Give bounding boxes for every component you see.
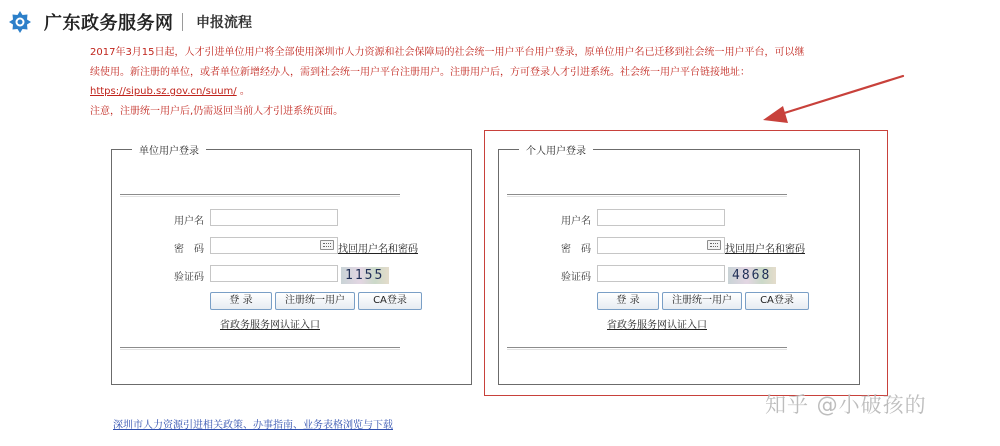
unit-username-label: 用户名 [174, 216, 204, 227]
guangdong-gov-logo-icon[interactable] [8, 10, 32, 34]
policy-download-link[interactable]: 深圳市人力资源引进相关政策、办事指南、业务表格浏览与下载 [113, 420, 393, 431]
suum-platform-link[interactable]: https://sipub.sz.gov.cn/suum/ [90, 86, 237, 97]
unit-captcha-label: 验证码 [174, 272, 204, 283]
unit-ca-login-button[interactable]: CA登录 [358, 292, 422, 310]
personal-username-label: 用户名 [561, 216, 591, 227]
notice-line: 注意，注册统一用户后,仍需返回当前人才引进系统页面。 [90, 105, 344, 117]
personal-ca-login-button[interactable]: CA登录 [745, 292, 809, 310]
personal-panel-bottom-rule [507, 347, 787, 350]
personal-captcha-input[interactable] [597, 265, 725, 282]
unit-portal-auth-link[interactable]: 省政务服务网认证入口 [220, 320, 320, 331]
personal-captcha-label: 验证码 [561, 272, 591, 283]
personal-login-title: 个人用户登录 [519, 142, 593, 157]
personal-username-input[interactable] [597, 209, 725, 226]
watermark: 知乎 @小破孩的 [765, 393, 927, 417]
personal-panel-top-rule [507, 194, 787, 197]
unit-panel-bottom-rule [120, 347, 400, 350]
personal-password-input[interactable] [597, 237, 725, 254]
unit-captcha-image[interactable]: 1155 [341, 267, 389, 284]
personal-forgot-credentials-link[interactable]: 找回用户名和密码 [725, 244, 805, 255]
top-bar [0, 0, 1000, 42]
page-title: 申报流程 [196, 15, 252, 31]
unit-password-input[interactable] [210, 237, 338, 254]
unit-password-label: 密 码 [174, 244, 204, 255]
personal-login-button[interactable]: 登 录 [597, 292, 659, 310]
personal-password-label: 密 码 [561, 244, 591, 255]
personal-captcha-image[interactable]: 4868 [728, 267, 776, 284]
header-divider [182, 13, 183, 31]
notice-line: 续使用。新注册的单位，或者单位新增经办人，需到社会统一用户平台注册用户。注册用户后，方可登录人才引进系统。社会统一用户平台链接地址： [90, 66, 750, 78]
unit-register-button[interactable]: 注册统一用户 [275, 292, 355, 310]
notice-text [90, 43, 820, 121]
notice-line: 2017年3月15日起，人才引进单位用户将全部使用深圳市人力资源和社会保障局的社会统一用户平台用户登录，原单位用户名已迁移到社会统一用户平台，可以继 [90, 47, 805, 58]
personal-portal-auth-link[interactable]: 省政务服务网认证入口 [607, 320, 707, 331]
unit-captcha-input[interactable] [210, 265, 338, 282]
personal-register-button[interactable]: 注册统一用户 [662, 292, 742, 310]
unit-login-button[interactable]: 登 录 [210, 292, 272, 310]
notice-link-suffix: 。 [239, 86, 250, 97]
unit-forgot-credentials-link[interactable]: 找回用户名和密码 [338, 244, 418, 255]
unit-login-title: 单位用户登录 [132, 142, 206, 157]
notice-link-line [90, 82, 820, 102]
soft-keyboard-icon[interactable] [707, 240, 721, 250]
unit-panel-top-rule [120, 194, 400, 197]
soft-keyboard-icon[interactable] [320, 240, 334, 250]
unit-username-input[interactable] [210, 209, 338, 226]
site-name[interactable]: 广东政务服务网 [44, 13, 174, 34]
